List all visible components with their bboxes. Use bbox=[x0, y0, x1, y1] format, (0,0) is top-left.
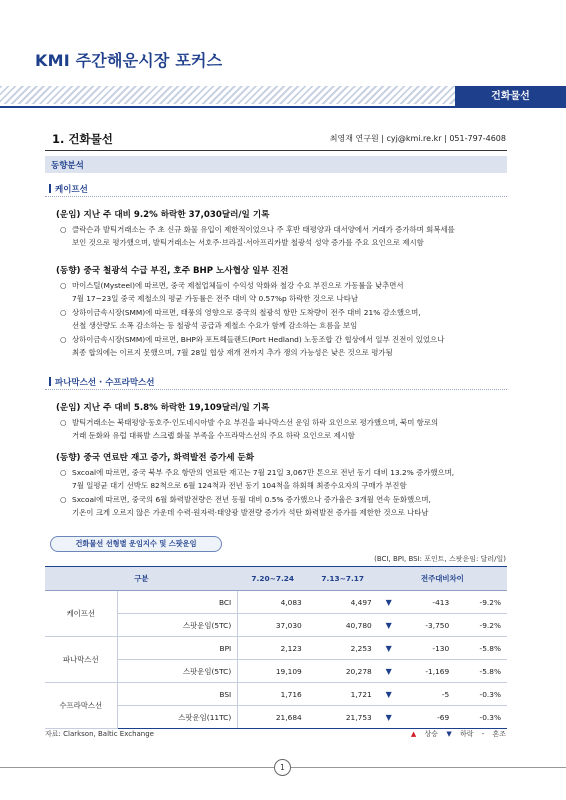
legend-down-label: 하락 bbox=[459, 730, 474, 738]
header-stripe bbox=[0, 86, 460, 104]
diff-value: -3,750 bbox=[400, 614, 455, 637]
current-value: 37,030 bbox=[238, 614, 308, 637]
diff-value: -5 bbox=[400, 683, 455, 706]
current-value: 21,684 bbox=[238, 706, 308, 729]
trend-analysis-label: 동향분석 bbox=[51, 161, 84, 171]
group-capesize: 케이프선 bbox=[45, 591, 117, 637]
trend-analysis-heading bbox=[45, 156, 507, 173]
row-label: 스팟운임(11TC) bbox=[117, 706, 238, 729]
table-header-row bbox=[45, 567, 507, 591]
down-arrow-icon: ▼ bbox=[378, 683, 400, 706]
diff-value: -413 bbox=[400, 591, 455, 614]
table-row bbox=[45, 591, 507, 614]
circle-bullet-icon: ○ bbox=[60, 495, 67, 504]
row-label: BCI bbox=[117, 591, 238, 614]
paragraph-line: 거래 둔화와 유럽 대륙발 스크랩 화물 부족을 수프라막스선의 주요 하락 요인으로 제시함 bbox=[72, 431, 355, 440]
author-line: 최영재 연구원 | cyj@kmi.re.kr | 051-797-4608 bbox=[329, 134, 506, 143]
capesize-heading-label: 케이프선 bbox=[55, 185, 88, 195]
previous-value: 21,753 bbox=[308, 706, 378, 729]
paragraph-line: 보인 것으로 평가했으며, 발틱거래소는 서호주·브라질·서아프리카발 철광석 성약 증가를 주요 요인으로 제시함 bbox=[72, 238, 424, 247]
paragraph-line: Sxcoal에 따르면, 중국 북부 주요 항만의 연료탄 재고는 7월 21일 3,067만 톤으로 전년 동기 대비 13.2% 증가했으며, bbox=[72, 468, 455, 477]
legend-flat-label: 혼조 bbox=[492, 730, 506, 738]
down-arrow-icon: ▼ bbox=[378, 614, 400, 637]
heading-marker-icon bbox=[49, 377, 51, 386]
current-value: 4,083 bbox=[238, 591, 308, 614]
circle-bullet-icon: ○ bbox=[60, 225, 67, 234]
row-label: 스팟운임(5TC) bbox=[117, 660, 238, 683]
paragraph-line: 발틱거래소는 북태평양·동호주·인도네시아발 수요 부진을 파나막스선 운임 하락 요인으로 평가했으며, 북미 항로의 bbox=[72, 418, 439, 427]
circle-bullet-icon: ○ bbox=[60, 308, 67, 317]
panamax-heading-label: 파나막스선 · 수프라막스선 bbox=[55, 378, 155, 388]
paragraph-line: 7월 일평균 대기 선박도 82척으로 6월 124척과 전년 동기 104척을 하회해 최종수요자의 구매가 부진함 bbox=[72, 481, 407, 490]
panamax-trend-paragraph-1 bbox=[60, 466, 508, 492]
pct-value: -9.2% bbox=[455, 614, 507, 637]
paragraph-line: 최종 합의에는 이르지 못했으며, 7월 28일 협상 재개 전까지 추가 쟁의 가능성은 낮은 것으로 평가됨 bbox=[72, 348, 393, 357]
category-tab: 건화물선 bbox=[455, 86, 566, 108]
capesize-trend-title: (동향) 중국 철광석 수급 부진, 호주 BHP 노사협상 일부 진전 bbox=[56, 266, 289, 276]
paragraph-line: 마이스틸(Mysteel)에 따르면, 중국 제철업체들이 수익성 악화와 철강 수요 부진으로 가동률을 낮추면서 bbox=[72, 281, 404, 290]
paragraph-line: Sxcoal에 따르면, 중국의 6월 화력발전량은 전년 동월 대비 0.5% 증가했으나 증가율은 3개월 연속 둔화했으며, bbox=[72, 495, 431, 504]
capesize-trend-paragraph-1 bbox=[60, 279, 508, 305]
report-title: KMI 주간해운시장 포커스 bbox=[35, 51, 223, 70]
current-value: 19,109 bbox=[238, 660, 308, 683]
header-previous-week: 7.13~7.17 bbox=[308, 567, 378, 591]
panamax-heading bbox=[45, 374, 507, 390]
circle-bullet-icon: ○ bbox=[60, 335, 67, 344]
paragraph-line: 선철 생산량도 소폭 감소하는 등 철광석 공급과 제철소 수요가 함께 감소하는 흐름을 보임 bbox=[72, 321, 358, 330]
pct-value: -0.3% bbox=[455, 683, 507, 706]
capesize-heading bbox=[45, 181, 507, 197]
group-supramax: 수프라막스선 bbox=[45, 683, 117, 729]
page-number: 1 bbox=[274, 759, 291, 776]
diff-value: -69 bbox=[400, 706, 455, 729]
table-row bbox=[45, 683, 507, 706]
previous-value: 2,253 bbox=[308, 637, 378, 660]
up-arrow-icon: ▲ bbox=[410, 730, 417, 738]
table-unit-note: (BCI, BPI, BSI: 포인트, 스팟운임: 달러/일) bbox=[374, 555, 506, 563]
capesize-trend-paragraph-2 bbox=[60, 306, 508, 332]
dash-icon: - bbox=[481, 730, 485, 738]
down-arrow-icon: ▼ bbox=[378, 706, 400, 729]
table-row bbox=[45, 637, 507, 660]
pct-value: -9.2% bbox=[455, 591, 507, 614]
circle-bullet-icon: ○ bbox=[60, 418, 67, 427]
heading-marker-icon bbox=[49, 184, 51, 193]
pct-value: -5.8% bbox=[455, 637, 507, 660]
paragraph-line: 클락슨과 발틱거래소는 주 초 신규 화물 유입이 제한적이었으나 주 후반 태평양과 대서양에서 거래가 증가하며 회복세를 bbox=[72, 225, 455, 234]
pct-value: -0.3% bbox=[455, 706, 507, 729]
diff-value: -130 bbox=[400, 637, 455, 660]
header-category: 구분 bbox=[45, 567, 238, 591]
previous-value: 4,497 bbox=[308, 591, 378, 614]
panamax-freight-title: (운임) 지난 주 대비 5.8% 하락한 19,109달러/일 기록 bbox=[56, 403, 270, 413]
down-arrow-icon: ▼ bbox=[446, 730, 452, 738]
table-caption: 건화물선 선형별 운임지수 및 스팟운임 bbox=[50, 536, 222, 552]
current-value: 1,716 bbox=[238, 683, 308, 706]
group-panamax: 파나막스선 bbox=[45, 637, 117, 683]
paragraph-line: 상하이금속시장(SMM)에 따르면, BHP와 포트헤들랜드(Port Hedland) 노동조합 간 협상에서 일부 진전이 있었으나 bbox=[72, 335, 445, 344]
current-value: 2,123 bbox=[238, 637, 308, 660]
paragraph-line: 기온이 크게 오르지 않은 가운데 수력·원자력·태양광 발전량 증가가 석탄 화력발전 증가를 제한한 것으로 나타남 bbox=[72, 508, 429, 517]
section-divider bbox=[45, 150, 507, 151]
capesize-trend-paragraph-3 bbox=[60, 333, 508, 359]
pct-value: -5.8% bbox=[455, 660, 507, 683]
panamax-trend-paragraph-2 bbox=[60, 493, 508, 519]
capesize-freight-title: (운임) 지난 주 대비 9.2% 하락한 37,030달러/일 기록 bbox=[56, 210, 270, 220]
header-rule bbox=[0, 106, 566, 108]
row-label: BSI bbox=[117, 683, 238, 706]
circle-bullet-icon: ○ bbox=[60, 468, 67, 477]
table-legend bbox=[405, 729, 506, 739]
paragraph-line: 7월 17~23일 중국 제철소의 평균 가동률은 전주 대비 약 0.57%p 하락한 것으로 나타남 bbox=[72, 294, 358, 303]
previous-value: 20,278 bbox=[308, 660, 378, 683]
panamax-trend-title: (동향) 중국 연료탄 재고 증가, 화력발전 증가세 둔화 bbox=[56, 453, 255, 463]
row-label: BPI bbox=[117, 637, 238, 660]
panamax-freight-paragraph bbox=[60, 416, 508, 442]
header-weekly-change: 전주대비차이 bbox=[378, 567, 507, 591]
table-source: 자료: Clarkson, Baltic Exchange bbox=[45, 730, 154, 738]
down-arrow-icon: ▼ bbox=[378, 637, 400, 660]
diff-value: -1,169 bbox=[400, 660, 455, 683]
paragraph-line: 상하이금속시장(SMM)에 따르면, 태풍의 영향으로 중국의 철광석 항만 도착량이 전주 대비 21% 감소했으며, bbox=[72, 308, 421, 317]
previous-value: 1,721 bbox=[308, 683, 378, 706]
row-label: 스팟운임(5TC) bbox=[117, 614, 238, 637]
circle-bullet-icon: ○ bbox=[60, 281, 67, 290]
down-arrow-icon: ▼ bbox=[378, 591, 400, 614]
down-arrow-icon: ▼ bbox=[378, 660, 400, 683]
capesize-freight-paragraph bbox=[60, 223, 508, 249]
legend-up-label: 상승 bbox=[424, 730, 439, 738]
section-title: 1. 건화물선 bbox=[52, 132, 113, 146]
previous-value: 40,780 bbox=[308, 614, 378, 637]
header-current-week: 7.20~7.24 bbox=[238, 567, 308, 591]
freight-table bbox=[45, 566, 507, 729]
